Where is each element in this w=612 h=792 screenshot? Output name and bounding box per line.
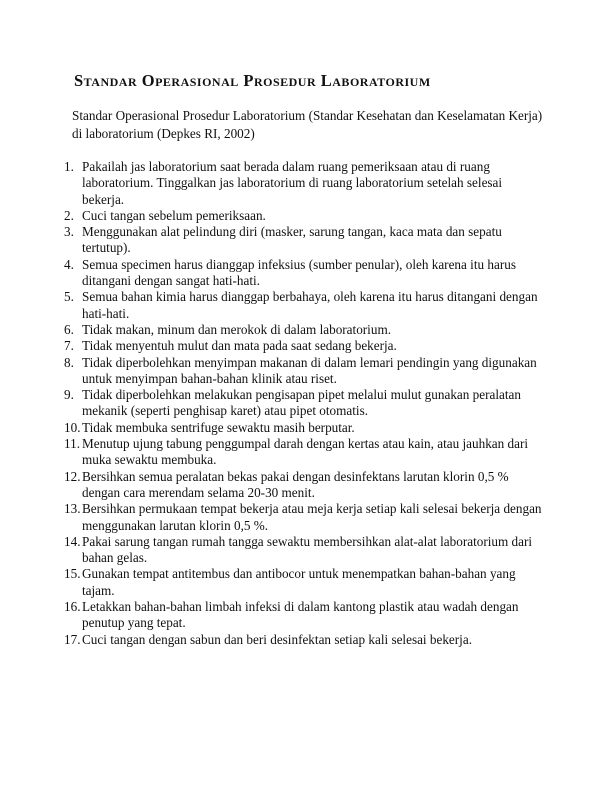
list-item-text: Tidak diperbolehkan melakukan pengisapan pipet melalui mulut gunakan peralatan mekanik (seperti penghisap karet) atau pipet otomatis. — [82, 387, 521, 419]
list-item-text: Menggunakan alat pelindung diri (masker, sarung tangan, kaca mata dan sepatu tertutup). — [82, 224, 502, 256]
list-item-text: Tidak makan, minum dan merokok di dalam laboratorium. — [82, 321, 391, 337]
list-item — [64, 387, 544, 420]
list-item-text: Semua bahan kimia harus dianggap berbahaya, oleh karena itu harus ditangani dengan hati-hati. — [82, 289, 538, 321]
sop-list — [64, 159, 544, 648]
list-item — [64, 566, 544, 599]
list-item-text: Cuci tangan sebelum pemeriksaan. — [82, 207, 266, 223]
list-item-number: 13. — [64, 501, 81, 517]
list-item-text: Bersihkan permukaan tempat bekerja atau meja kerja setiap kali selesai bekerja dengan menggunakan larutan klorin 0,5 %. — [82, 501, 542, 533]
list-item — [64, 436, 544, 469]
list-item-number: 14. — [64, 533, 81, 549]
list-item — [64, 632, 544, 648]
list-item-text: Cuci tangan dengan sabun dan beri desinfektan setiap kali selesai bekerja. — [82, 631, 472, 647]
page-title: Standar Operasional Prosedur Laboratorium — [74, 71, 431, 90]
list-item — [64, 599, 544, 632]
list-item-text: Semua specimen harus dianggap infeksius (sumber penular), oleh karena itu harus ditangani dengan sangat hati-hati. — [82, 256, 516, 289]
list-item — [64, 501, 544, 534]
list-item-text: Bersihkan semua peralatan bekas pakai dengan desinfektans larutan klorin 0,5 % dengan cara merendam selama 20-30 menit. — [82, 468, 509, 500]
list-item-number: 6. — [64, 321, 74, 337]
list-item — [64, 224, 544, 257]
list-item-number: 7. — [64, 338, 74, 354]
list-item-text: Pakai sarung tangan rumah tangga sewaktu membersihkan alat-alat laboratorium dari bahan gelas. — [82, 533, 533, 566]
list-item-text: Tidak membuka sentrifuge sewaktu masih berputar. — [82, 419, 355, 435]
list-item-number: 12. — [64, 468, 81, 484]
list-item — [64, 469, 544, 502]
intro-paragraph: Standar Operasional Prosedur Laboratorium (Standar Kesehatan dan Keselamatan Kerja) di laboratorium (Depkes RI, 2002) — [72, 108, 543, 141]
list-item-number: 8. — [64, 354, 74, 370]
list-item-number: 3. — [64, 224, 74, 240]
list-item — [64, 322, 544, 338]
list-item — [64, 208, 544, 224]
list-item-number: 15. — [64, 566, 81, 582]
list-item-number: 1. — [64, 159, 74, 174]
list-item-text: Menutup ujung tabung penggumpal darah dengan kertas atau kain, atau jauhkan dari muka sewaktu membuka. — [82, 436, 529, 468]
list-item-number: 5. — [64, 289, 74, 305]
list-item — [64, 338, 544, 354]
list-item-number: 9. — [64, 387, 74, 403]
list-item — [64, 420, 544, 436]
list-item — [64, 534, 544, 567]
list-item-text: Gunakan tempat antitembus dan antibocor untuk menempatkan bahan-bahan yang tajam. — [82, 566, 516, 598]
list-item-number: 16. — [64, 599, 81, 615]
list-item-text: Tidak menyentuh mulut dan mata pada saat sedang bekerja. — [82, 338, 397, 354]
list-item — [64, 289, 544, 322]
list-item-number: 11. — [64, 436, 80, 452]
list-item-text: Pakailah jas laboratorium saat berada dalam ruang pemeriksaan atau di ruang laboratorium. Tinggalkan jas laboratorium di ruang laboratorium setelah selesai bekerja. — [82, 159, 503, 207]
list-item — [64, 159, 544, 208]
list-item-number: 17. — [64, 631, 81, 647]
list-item-number: 2. — [64, 207, 74, 223]
list-item — [64, 257, 544, 290]
list-item-number: 10. — [64, 419, 81, 435]
list-item-text: Tidak diperbolehkan menyimpan makanan di dalam lemari pendingin yang digunakan untuk menyimpan bahan-bahan klinik atau riset. — [82, 354, 537, 386]
list-item-text: Letakkan bahan-bahan limbah infeksi di dalam kantong plastik atau wadah dengan penutup yang tepat. — [82, 599, 519, 631]
list-item-number: 4. — [64, 256, 74, 272]
list-item — [64, 355, 544, 388]
